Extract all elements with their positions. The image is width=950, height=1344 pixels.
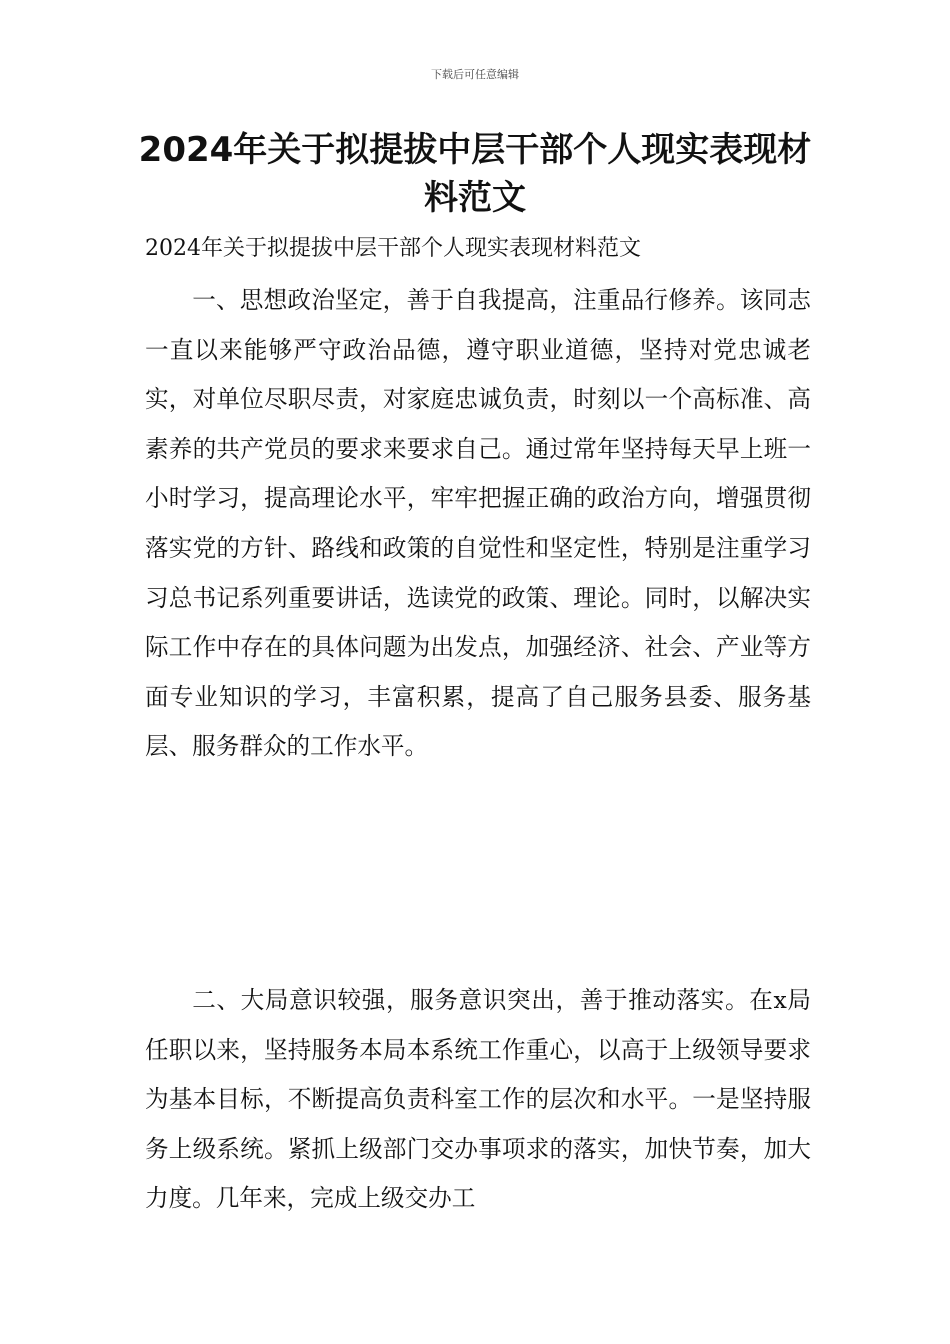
paragraph-service: 二、大局意识较强，服务意识突出，善于推动落实。在x局任职以来，坚持服务本局本系统工作重心，以高于上级领导要求为基本目标，不断提高负责科室工作的层次和水平。一是坚持服务上级系统。紧抓上级部门交办事项求的落实，加快节奏，加大力度。几年来，完成上级交办工 (145, 986, 811, 1213)
document-title: 2024年关于拟提拔中层干部个人现实表现材料范文 (138, 130, 812, 218)
document-subtitle: 2024年关于拟提拔中层干部个人现实表现材料范文 (145, 236, 641, 261)
paragraph-ideology: 一、思想政治坚定，善于自我提高，注重品行修养。该同志一直以来能够严守政治品德，遵守职业道德，坚持对党忠诚老实，对单位尽职尽责，对家庭忠诚负责，时刻以一个高标准、高素养的共产党员的要求来要求自己。通过常年坚持每天早上班一小时学习，提高理论水平，牢牢把握正确的政治方向，增强贯彻落实党的方针、路线和政策的自觉性和坚定性，特别是注重学习习总书记系列重要讲话，选读党的政策、理论。同时，以解决实际工作中存在的具体问题为出发点，加强经济、社会、产业等方面专业知识的学习，丰富积累，提高了自己服务县委、服务基层、服务群众的工作水平。 (145, 286, 811, 761)
header-note: 下载后可任意编辑 (431, 68, 519, 81)
